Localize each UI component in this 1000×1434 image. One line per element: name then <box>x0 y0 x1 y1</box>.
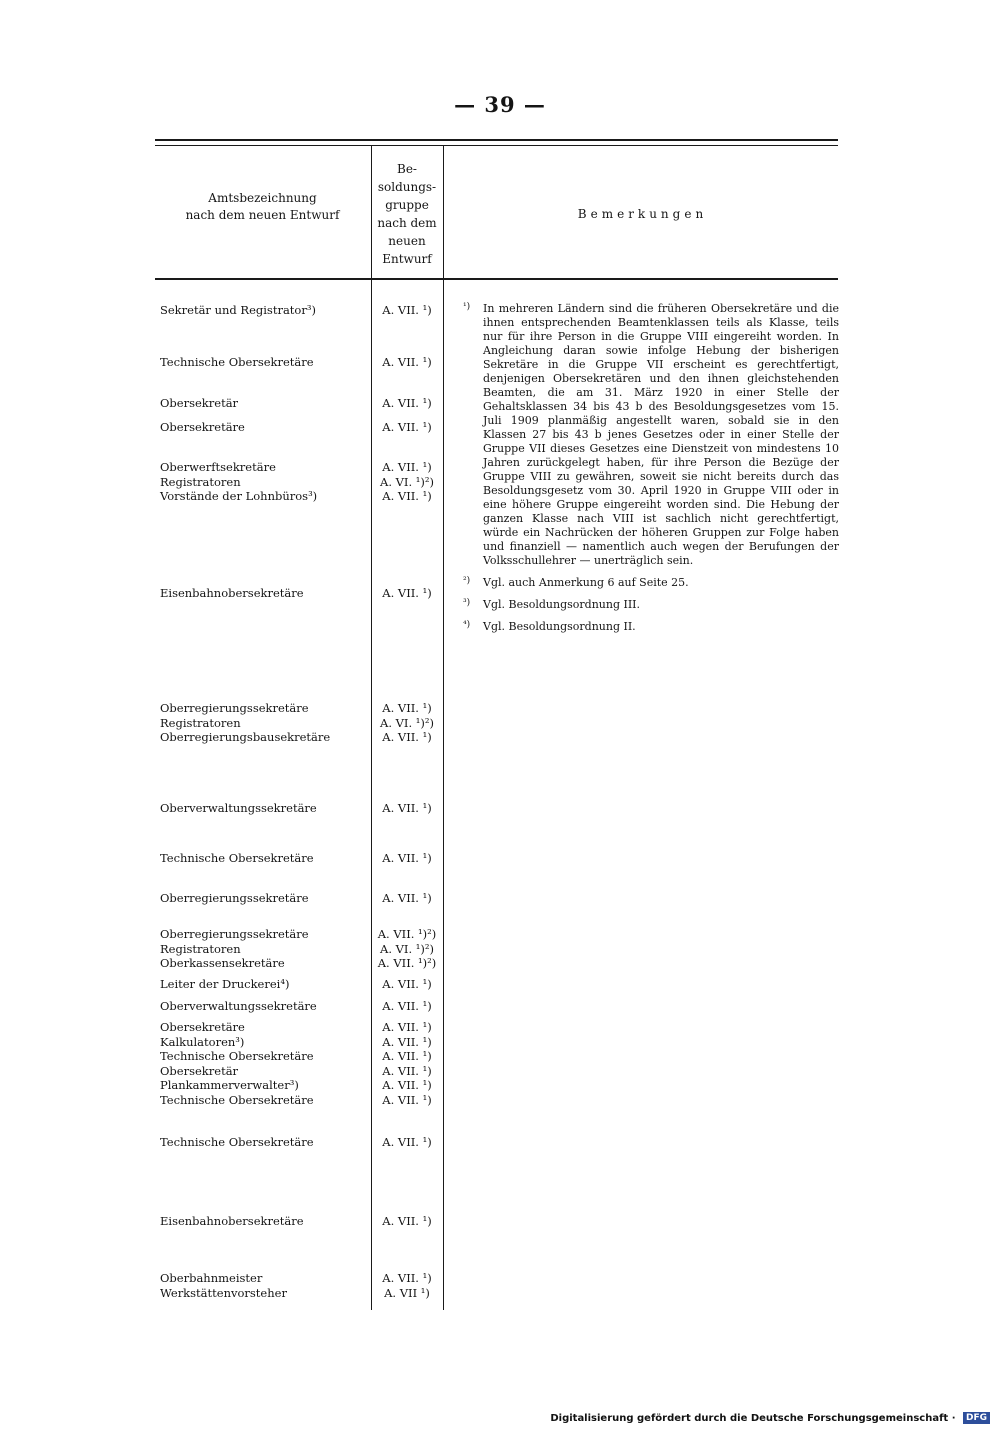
row-title: Oberregierungssekretäre Registratoren Oberkassensekretäre <box>160 927 309 970</box>
footnote-marker: ¹) <box>463 302 471 312</box>
column-header-remarks: Bemerkungen <box>577 207 708 221</box>
row-title: Obersekretäre <box>160 420 245 434</box>
footnote-text: Vgl. Besoldungsordnung III. <box>483 598 641 611</box>
row-group: A. VII. ¹) A. VII. ¹) A. VII. ¹) A. VII. ¹) A. VII. ¹) A. VII. ¹) <box>382 1020 432 1107</box>
page-number: — 39 — <box>454 92 546 117</box>
row-group: A. VII. ¹) A. VI. ¹)²) A. VII. ¹) <box>380 460 434 503</box>
footnote-2 <box>455 576 839 590</box>
row-group: A. VII. ¹) <box>382 303 432 317</box>
footnote-marker: ²) <box>463 576 471 586</box>
footnote-text: Vgl. auch Anmerkung 6 auf Seite 25. <box>483 576 689 589</box>
footnote-marker: ⁴) <box>463 620 471 630</box>
credit-text: Digitalisierung gefördert durch die Deutsche Forschungsgemeinschaft · <box>550 1413 956 1424</box>
row-group: A. VII. ¹) <box>382 396 432 410</box>
row-title: Obersekretär <box>160 396 239 410</box>
row-title: Technische Obersekretäre <box>160 851 314 865</box>
row-title: Sekretär und Registrator³) <box>160 303 316 317</box>
row-group: A. VII. ¹) A. VI. ¹)²) A. VII. ¹) <box>380 701 434 744</box>
footnote-3 <box>455 598 839 612</box>
row-group: A. VII. ¹) <box>382 355 432 369</box>
remarks-column <box>455 302 839 642</box>
row-group: A. VII. ¹) <box>382 999 432 1013</box>
digitization-credit <box>550 1412 990 1424</box>
header-bottom-rule <box>155 278 838 280</box>
row-title: Oberwerftsekretäre Registratoren Vorstände der Lohnbüros³) <box>160 460 318 503</box>
row-title: Oberregierungssekretäre Registratoren Oberregierungsbausekretäre <box>160 701 331 744</box>
row-title: Obersekretäre Kalkulatoren³) Technische Obersekretäre Obersekretär Plankammerverwalter³) Technische Obersekretäre <box>160 1020 314 1107</box>
row-title: Oberverwaltungssekretäre <box>160 999 317 1013</box>
row-title: Oberbahnmeister Werkstättenvorsteher <box>160 1271 287 1300</box>
row-title: Leiter der Druckerei⁴) <box>160 977 290 991</box>
row-group: A. VII. ¹) A. VII ¹) <box>382 1271 432 1300</box>
row-title: Technische Obersekretäre <box>160 355 314 369</box>
dfg-logo: DFG <box>963 1412 990 1424</box>
column-header-group: Be- soldungs- gruppe nach dem neuen Entwurf <box>377 162 437 266</box>
footnote-1 <box>455 302 839 568</box>
row-title: Technische Obersekretäre <box>160 1135 314 1149</box>
row-group: A. VII. ¹) <box>382 801 432 815</box>
footnote-marker: ³) <box>463 598 471 608</box>
row-group: A. VII. ¹) <box>382 891 432 905</box>
row-title: Oberverwaltungssekretäre <box>160 801 317 815</box>
row-group: A. VII. ¹) <box>382 586 432 600</box>
footnote-text: Vgl. Besoldungsordnung II. <box>483 620 636 633</box>
table-top-rule-thin <box>155 145 838 146</box>
table-top-rule <box>155 139 838 141</box>
row-group: A. VII. ¹) <box>382 1135 432 1149</box>
row-title: Oberregierungssekretäre <box>160 891 309 905</box>
footnote-4 <box>455 620 839 634</box>
row-title: Eisenbahnobersekretäre <box>160 586 304 600</box>
row-group: A. VII. ¹) <box>382 851 432 865</box>
row-title: Eisenbahnobersekretäre <box>160 1214 304 1228</box>
column-header-title: Amtsbezeichnung nach dem neuen Entwurf <box>185 191 340 222</box>
row-group: A. VII. ¹) <box>382 1214 432 1228</box>
row-group: A. VII. ¹)²) A. VI. ¹)²) A. VII. ¹)²) <box>377 927 437 970</box>
footnote-text: In mehreren Ländern sind die früheren Obersekretäre und die ihnen entsprechenden Beamtenklassen teils als Klasse, teils nur für ihre Person in die Gruppe VIII eingereiht worden. In Angleichung daran sowie infolge Hebung der bisherigen Sekretäre in die Gruppe VII erscheint es gerechtfertigt, denjenigen Obersekretären und den ihnen gleichstehenden Beamten, die am 31. März 1920 in einer Stelle der Gehaltsklassen 34 bis 43 b des Besoldungsgesetzes vom 15. Juli 1909 planmäßig angestellt waren, sobald sie in den Klassen 27 bis 43 b jenes Gesetzes oder in einer Stelle der Gruppe VII dieses Gesetzes eine Dienstzeit von mindestens 10 Jahren zurückgelegt haben, für ihre Person die Bezüge der Gruppe VIII zu gewähren, soweit sie nicht bereits durch das Besoldungsgesetz vom 30. April 1920 in Gruppe VIII oder in eine höhere Gruppe eingereiht worden sind. Die Hebung der ganzen Klasse nach VIII ist sachlich nicht gerechtfertigt, würde ein Nachrücken der höheren Gruppen zur Folge haben und finanziell — namentlich auch wegen der Berufungen der Volksschullehrer — unerträglich sein. <box>483 302 839 567</box>
row-group: A. VII. ¹) <box>382 420 432 434</box>
column-divider-2 <box>443 145 444 1310</box>
row-group: A. VII. ¹) <box>382 977 432 991</box>
column-divider-1 <box>371 145 372 1310</box>
